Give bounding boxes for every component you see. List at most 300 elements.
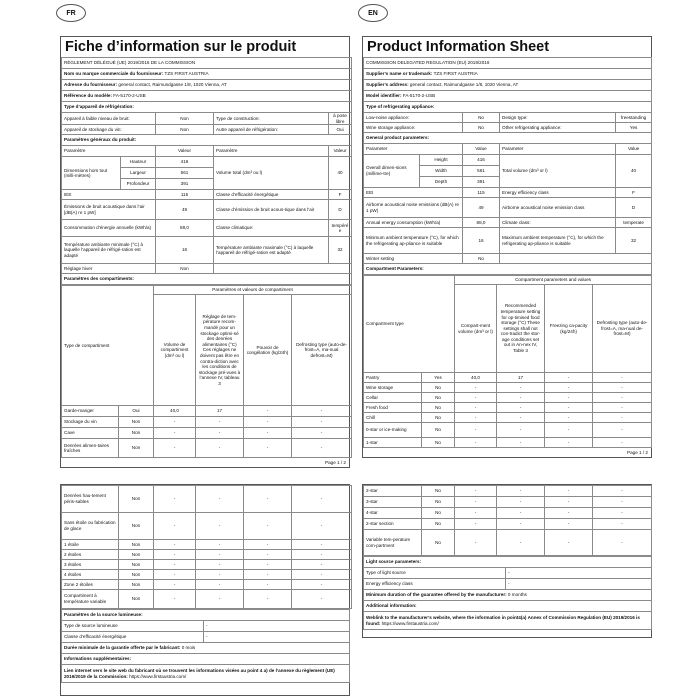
compartment-present: Non [119, 550, 154, 560]
en-light-table [363, 556, 652, 630]
compartment-row [62, 486, 352, 513]
compartment-row [62, 540, 352, 550]
compartment-present: Oui [119, 406, 154, 417]
mintemp-label: Température ambiante minimale (°C) à laquelle l’appareil de réfrigé-ration est adapté [62, 237, 156, 264]
section-header: Paramètres des compartiments: [62, 274, 352, 285]
noise-value: 49 [463, 198, 500, 218]
lownoise-label: Appareil à faible niveau de bruit: [62, 113, 156, 125]
address-row: Adresse du fournisseur: general contact, Raimundgasse 1/8, 1020 Vienna, AT [62, 80, 352, 91]
compartment-temp: - [497, 497, 545, 508]
maxtemp-label: Maximum ambient temperature (°C), for which the refrigerating ap-pliance is suitable [500, 228, 616, 254]
supplier-row: Nom ou marque commerciale du fournisseur: TZS FIRST AUSTRIA [62, 69, 352, 80]
compartment-volume: - [154, 590, 196, 609]
section-header: Informations supplémentaires: [62, 654, 350, 665]
compartment-temp: - [497, 423, 545, 438]
compartment-temp: - [196, 513, 244, 540]
consumption-label: Consommation d’énergie annuelle (kWh/a) [62, 220, 156, 237]
compartment-name: 2-star [364, 486, 422, 497]
compartment-row [62, 513, 352, 540]
compartment-present: No [422, 508, 455, 519]
eeclass-value: F [329, 190, 352, 200]
winter-value: Non [156, 264, 214, 274]
compartment-defrost: - [593, 393, 652, 403]
climate-value: tempérée [329, 220, 352, 237]
compartment-present: Non [119, 570, 154, 580]
compartment-defrost: - [593, 530, 652, 556]
compartment-name: 0-star or ice-making [364, 423, 422, 438]
width-value: 561 [463, 166, 500, 177]
compartment-temp: 17 [196, 406, 244, 417]
col-value: Value [463, 144, 500, 155]
compartment-volume: - [154, 570, 196, 580]
compartment-volume: - [154, 417, 196, 428]
compartment-name: Chill [364, 413, 422, 423]
compartment-temp: - [497, 393, 545, 403]
compartment-volume: - [455, 383, 497, 393]
compartment-row [62, 550, 352, 560]
compartment-name: Compartiment à température variable [62, 590, 119, 609]
compartment-row [62, 417, 352, 428]
fr-light-table [61, 609, 350, 683]
other-label: Autre appareil de réfrigération: [214, 125, 329, 135]
page-number: Page 1 / 2 [325, 460, 346, 466]
climate-label: Classe climatique: [214, 220, 329, 237]
other-value: Oui [329, 125, 352, 135]
col-param: Paramètre [62, 146, 156, 157]
section-header: Additional information: [364, 601, 652, 612]
language-badge-fr: FR [56, 4, 86, 22]
compartment-volume: - [455, 530, 497, 556]
light-class-value: - [506, 579, 652, 590]
col-volume: Compart-ment volume (dm³ or l) [455, 285, 497, 373]
compartment-present: No [422, 423, 455, 438]
compartment-present: Non [119, 580, 154, 590]
compartment-name: Denrées hau-tement péris-sables [62, 486, 119, 513]
maxtemp-label: Température ambiante maximale (°C) à laquelle l’appareil de réfrigé-ration est adapté [214, 237, 329, 264]
en-compartment-rows-cont [364, 486, 652, 556]
compartment-name: Wine storage [364, 383, 422, 393]
compartment-freeze: - [545, 519, 593, 530]
volume-value: 40 [329, 157, 352, 190]
compartment-defrost: - [593, 373, 652, 383]
volume-label: Volume total (dm³ ou l) [214, 157, 329, 190]
eei-label: EEI [364, 188, 463, 198]
section-header: Light source parameters: [364, 557, 652, 568]
guarantee-row: Minimum duration of the guarantee offered by the manufacturer: 0 months [364, 590, 652, 601]
noise-label: Airborne acoustical noise emissions (dB(A) re 1 pW) [364, 198, 463, 218]
compartment-defrost: - [593, 423, 652, 438]
col-defrost: Defrosting type (auto-de-frost=A, ma-nual de-frost=M) [593, 285, 652, 373]
compartment-present: No [422, 413, 455, 423]
compartment-row [364, 393, 652, 403]
other-value: Yes [616, 123, 652, 133]
noise-label: Émissions de bruit acoustique dans l’air [dB(A) re 1 pW] [62, 200, 156, 220]
compartment-volume: - [154, 486, 196, 513]
fr-compartment-rows [62, 406, 352, 458]
compartment-defrost: - [593, 403, 652, 413]
maxtemp-value: 32 [616, 228, 652, 254]
light-class-label: Energy efficiency class [364, 579, 506, 590]
compartment-name: 4-star [364, 508, 422, 519]
compartment-name: 1 étoile [62, 540, 119, 550]
fr-sheet-page1 [60, 36, 350, 468]
design-value: à pose libre [329, 113, 352, 125]
page-title: Product Information Sheet [367, 39, 550, 55]
compartment-freeze: - [545, 403, 593, 413]
regulation: COMMISSION DELEGATED REGULATION (EU) 2019/2016 [364, 58, 652, 69]
compartment-row [364, 438, 652, 448]
noiseclass-label: Classe d’émission de bruit acous-tique dans l’air [214, 200, 329, 220]
compartment-freeze: - [244, 428, 292, 439]
compartment-name: Fresh food [364, 403, 422, 413]
compartment-row [364, 508, 652, 519]
light-class-label: Classe d’efficacité énergétique [62, 632, 204, 643]
width-value: 561 [156, 168, 214, 179]
page-title: Fiche d’information sur le produit [65, 39, 297, 55]
en-info-table [363, 57, 652, 275]
compartment-name: Variable tem-perature com-partment [364, 530, 422, 556]
compartment-freeze: - [545, 393, 593, 403]
compartment-temp: - [497, 508, 545, 519]
height-value: 416 [463, 155, 500, 166]
compartment-volume: - [154, 439, 196, 458]
compartment-freeze: - [244, 570, 292, 580]
dims-label: Overall dimen-sions (millime-tre) [364, 155, 420, 188]
eeclass-label: Energy efficiency class [500, 188, 616, 198]
compartment-row [62, 439, 352, 458]
compartment-defrost: - [292, 486, 352, 513]
compartment-row [62, 570, 352, 580]
fr-compartment-table-cont [61, 485, 352, 609]
compartment-defrost: - [292, 417, 352, 428]
compartment-temp: - [196, 540, 244, 550]
compartment-present: No [422, 530, 455, 556]
weblink[interactable]: https://www.firstaustria.com/ [381, 620, 439, 626]
compartment-row [364, 413, 652, 423]
compartment-row [364, 519, 652, 530]
light-type-label: Type of light source [364, 568, 506, 579]
winter-value: No [463, 254, 500, 264]
section-header: Type of refrigerating appliance: [364, 102, 652, 113]
noiseclass-value: D [329, 200, 352, 220]
compartment-name: Garde-manger [62, 406, 119, 417]
col-param: Paramètre [214, 146, 329, 157]
supplier-row: Supplier’s name or trademark: TZS FIRST AUSTRIA [364, 69, 652, 80]
section-header: Type d’appareil de réfrigération: [62, 102, 352, 113]
compartment-freeze: - [545, 530, 593, 556]
other-label: Other refrigerating appliance: [500, 123, 616, 133]
wine-value: No [463, 123, 500, 133]
col-param: Parameter [500, 144, 616, 155]
section-header: Compartment Parameters: [364, 264, 652, 275]
compartment-name: 2 étoiles [62, 550, 119, 560]
compartment-volume: 40,0 [455, 373, 497, 383]
compartment-volume: - [455, 393, 497, 403]
compartment-row [364, 530, 652, 556]
col-freeze: Freezing ca-pacity (kg/24h) [545, 285, 593, 373]
compartment-volume: 40,0 [154, 406, 196, 417]
compartment-volume: - [455, 438, 497, 448]
weblink-row: Lien internet vers le site web du fabricant où se trouvent les informations visées au point 4 a) de l’annexe du règlement (UE) 2019/2019 de la Commission: https://www.firstaustria.com/ [62, 665, 350, 683]
compartment-defrost: - [593, 438, 652, 448]
lownoise-value: No [463, 113, 500, 123]
model-row: Model identifier: FA-5170-2-USB [364, 91, 652, 102]
compartment-temp: - [196, 439, 244, 458]
compartment-temp: - [196, 590, 244, 609]
light-type-label: Type de source lumineuse [62, 621, 204, 632]
compartment-freeze: - [244, 540, 292, 550]
compartment-present: Non [119, 513, 154, 540]
col-value: Valeur [156, 146, 214, 157]
en-compartment-table-cont [363, 485, 652, 556]
compartment-freeze: - [545, 383, 593, 393]
compartment-temp: - [196, 428, 244, 439]
compartment-volume: - [455, 403, 497, 413]
compartment-freeze: - [545, 423, 593, 438]
compartment-temp: - [497, 383, 545, 393]
eeclass-value: F [616, 188, 652, 198]
compartment-temp: - [196, 486, 244, 513]
compartment-present: Non [119, 417, 154, 428]
compartment-temp: - [497, 438, 545, 448]
eeclass-label: Classe d’efficacité énergétique [214, 190, 329, 200]
design-value: freestanding [616, 113, 652, 123]
compartment-temp: - [196, 417, 244, 428]
compartment-present: No [422, 519, 455, 530]
col-value: Value [616, 144, 652, 155]
compartment-present: No [422, 497, 455, 508]
design-label: Type de construction: [214, 113, 329, 125]
compartment-volume: - [455, 519, 497, 530]
eei-value: 115 [463, 188, 500, 198]
compartment-present: No [422, 403, 455, 413]
volume-value: 40 [616, 155, 652, 188]
fr-compartment-table [61, 285, 352, 458]
compartment-defrost: - [593, 519, 652, 530]
compartment-name: Zone 2 étoiles [62, 580, 119, 590]
compartment-name: 4 étoiles [62, 570, 119, 580]
compartment-name: 3-star [364, 497, 422, 508]
depth-label: Profondeur [121, 179, 156, 190]
compartment-row [364, 403, 652, 413]
compartment-volume: - [154, 560, 196, 570]
compartment-row [62, 406, 352, 417]
height-value: 416 [156, 157, 214, 168]
col-value: Valeur [329, 146, 352, 157]
compartment-type-header: Type de compartiment [62, 286, 154, 406]
compartment-volume: - [154, 428, 196, 439]
compartment-row [364, 373, 652, 383]
empty-cell [214, 264, 352, 274]
page-number: Page 1 / 2 [627, 450, 648, 455]
model-row: Référence du modèle: FA-5170-2-USB [62, 91, 352, 102]
compartment-params-header: Compartment parameters and values [455, 276, 652, 285]
compartment-volume: - [455, 423, 497, 438]
compartment-name: Sans étoile ou fabrication de glace [62, 513, 119, 540]
width-label: Largeur [121, 168, 156, 179]
compartment-present: No [422, 393, 455, 403]
noiseclass-label: Airborne acoustical noise emission class [500, 198, 616, 218]
fr-info-table [61, 57, 352, 285]
maxtemp-value: 32 [329, 237, 352, 264]
compartment-freeze: - [545, 438, 593, 448]
compartment-freeze: - [244, 590, 292, 609]
compartment-present: Non [119, 439, 154, 458]
depth-label: Depth [420, 177, 463, 188]
compartment-volume: - [154, 580, 196, 590]
compartment-row [62, 428, 352, 439]
en-compartment-rows [364, 373, 652, 448]
winter-label: Winter setting [364, 254, 463, 264]
compartment-volume: - [455, 486, 497, 497]
climate-value: temperate [616, 218, 652, 228]
noise-value: 49 [156, 200, 214, 220]
empty-cell [500, 254, 652, 264]
compartment-row [62, 580, 352, 590]
compartment-defrost: - [593, 413, 652, 423]
compartment-temp: - [196, 570, 244, 580]
compartment-volume: - [455, 508, 497, 519]
regulation: RÈGLEMENT DÉLÉGUÉ (UE) 2019/2016 DE LA COMMISSION [62, 58, 352, 69]
compartment-present: No [422, 438, 455, 448]
compartment-temp: - [196, 580, 244, 590]
compartment-temp: - [196, 560, 244, 570]
compartment-freeze: - [545, 486, 593, 497]
compartment-row [364, 486, 652, 497]
compartment-temp: - [497, 519, 545, 530]
compartment-freeze: - [244, 417, 292, 428]
compartment-defrost: - [292, 439, 352, 458]
compartment-freeze: - [244, 550, 292, 560]
col-defrost: Defrosting type (auto-de-frost=A, ma-nual defrost=M) [292, 295, 352, 406]
light-type-value: - [506, 568, 652, 579]
compartment-name: Denrées alimen-taires fraîches [62, 439, 119, 458]
mintemp-label: Minimum ambient temperature (°C), for which the refrigerating ap-pliance is suitable [364, 228, 463, 254]
compartment-freeze: - [244, 406, 292, 417]
width-label: Width [420, 166, 463, 177]
compartment-present: No [422, 383, 455, 393]
compartment-freeze: - [244, 560, 292, 570]
lownoise-label: Low-noise appliance: [364, 113, 463, 123]
en-sheet-page1 [362, 36, 652, 458]
height-label: Hauteur [121, 157, 156, 168]
compartment-defrost: - [292, 570, 352, 580]
compartment-defrost: - [292, 590, 352, 609]
compartment-temp: - [497, 403, 545, 413]
guarantee-row: Durée minimale de la garantie offerte par le fabricant: 0 mois [62, 643, 350, 654]
compartment-type-header: Compartment type [364, 276, 455, 373]
design-label: Design type: [500, 113, 616, 123]
fr-compartment-rows-cont [62, 486, 352, 609]
col-temp: Recommended temperature setting for op-timised food storage (°C) These settings shall not con-tradict the stor-age conditions set out in An-nex IV, Table 3 [497, 285, 545, 373]
col-temp: Réglage de tem-pérature recom-mandé pour un stockage optimi-sé des denrées alimentaires (°C) Ces réglages ne doivent pas être en contra-diction avec les conditions de stockage pré-vues à l’annexe IV, tableau 3 [196, 295, 244, 406]
mintemp-value: 16 [463, 228, 500, 254]
compartment-defrost: - [593, 497, 652, 508]
consumption-label: Annual energy consumption (kWh/a) [364, 218, 463, 228]
compartment-defrost: - [292, 428, 352, 439]
wine-label: Wine storage appliance: [364, 123, 463, 133]
consumption-value: 88,0 [156, 220, 214, 237]
compartment-name: Cellar [364, 393, 422, 403]
eei-label: IEE [62, 190, 156, 200]
compartment-freeze: - [545, 497, 593, 508]
compartment-freeze: - [244, 439, 292, 458]
fr-sheet-page2 [60, 484, 350, 696]
compartment-defrost: - [292, 580, 352, 590]
compartment-freeze: - [545, 413, 593, 423]
compartment-defrost: - [292, 406, 352, 417]
en-sheet-page2 [362, 484, 652, 638]
col-param: Parameter [364, 144, 463, 155]
height-label: Height [420, 155, 463, 166]
compartment-volume: - [455, 413, 497, 423]
col-freeze: Pouvoir de congélation (kg/24h) [244, 295, 292, 406]
compartment-freeze: - [545, 373, 593, 383]
noiseclass-value: D [616, 198, 652, 218]
compartment-temp: - [497, 530, 545, 556]
eei-value: 115 [156, 190, 214, 200]
language-badge-en: EN [358, 4, 388, 22]
compartment-present: Non [119, 540, 154, 550]
compartment-defrost: - [593, 508, 652, 519]
compartment-defrost: - [292, 560, 352, 570]
compartment-present: Non [119, 486, 154, 513]
volume-label: Total volume (dm³ or l) [500, 155, 616, 188]
compartment-defrost: - [292, 550, 352, 560]
wine-value: Non [156, 125, 214, 135]
compartment-present: Non [119, 560, 154, 570]
compartment-temp: - [497, 486, 545, 497]
wine-label: Appareil de stockage du vin: [62, 125, 156, 135]
section-header: Paramètres généraux du produit: [62, 135, 352, 146]
section-header: Paramètres de la source lumineuse: [62, 610, 350, 621]
address-row: Supplier’s address: general contact, Raimundgasse 1/8, 1020 Vienna, AT [364, 80, 652, 91]
winter-label: Réglage hiver [62, 264, 156, 274]
compartment-volume: - [154, 540, 196, 550]
compartment-defrost: - [292, 540, 352, 550]
climate-label: Climate class: [500, 218, 616, 228]
compartment-freeze: - [244, 580, 292, 590]
mintemp-value: 16 [156, 237, 214, 264]
compartment-params-header: Paramètres et valeurs de compartiment [154, 286, 352, 295]
compartment-freeze: - [244, 486, 292, 513]
weblink-row: Weblink to the manufacturer’s website, where the information in point4(a) Annex of Commission Regulation (EU) 2019/2016 is found: https://www.firstaustria.com/ [364, 612, 652, 630]
compartment-row [62, 560, 352, 570]
compartment-present: No [422, 486, 455, 497]
compartment-name: 2-star section [364, 519, 422, 530]
compartment-temp: - [497, 413, 545, 423]
light-class-value: - [204, 632, 350, 643]
compartment-freeze: - [545, 508, 593, 519]
consumption-value: 88,0 [463, 218, 500, 228]
compartment-volume: - [154, 513, 196, 540]
depth-value: 391 [463, 177, 500, 188]
compartment-volume: - [455, 497, 497, 508]
compartment-present: Non [119, 428, 154, 439]
compartment-temp: 17 [497, 373, 545, 383]
compartment-defrost: - [292, 513, 352, 540]
lownoise-value: Non [156, 113, 214, 125]
compartment-volume: - [154, 550, 196, 560]
compartment-temp: - [196, 550, 244, 560]
dims-label: Dimensions hors tout (milli-mètres) [62, 157, 121, 190]
compartment-name: 3 étoiles [62, 560, 119, 570]
weblink[interactable]: https://www.firstaustria.com/ [129, 673, 187, 679]
compartment-name: Stockage du vin [62, 417, 119, 428]
compartment-row [364, 497, 652, 508]
compartment-row [364, 423, 652, 438]
section-header: General product parameters: [364, 133, 652, 144]
